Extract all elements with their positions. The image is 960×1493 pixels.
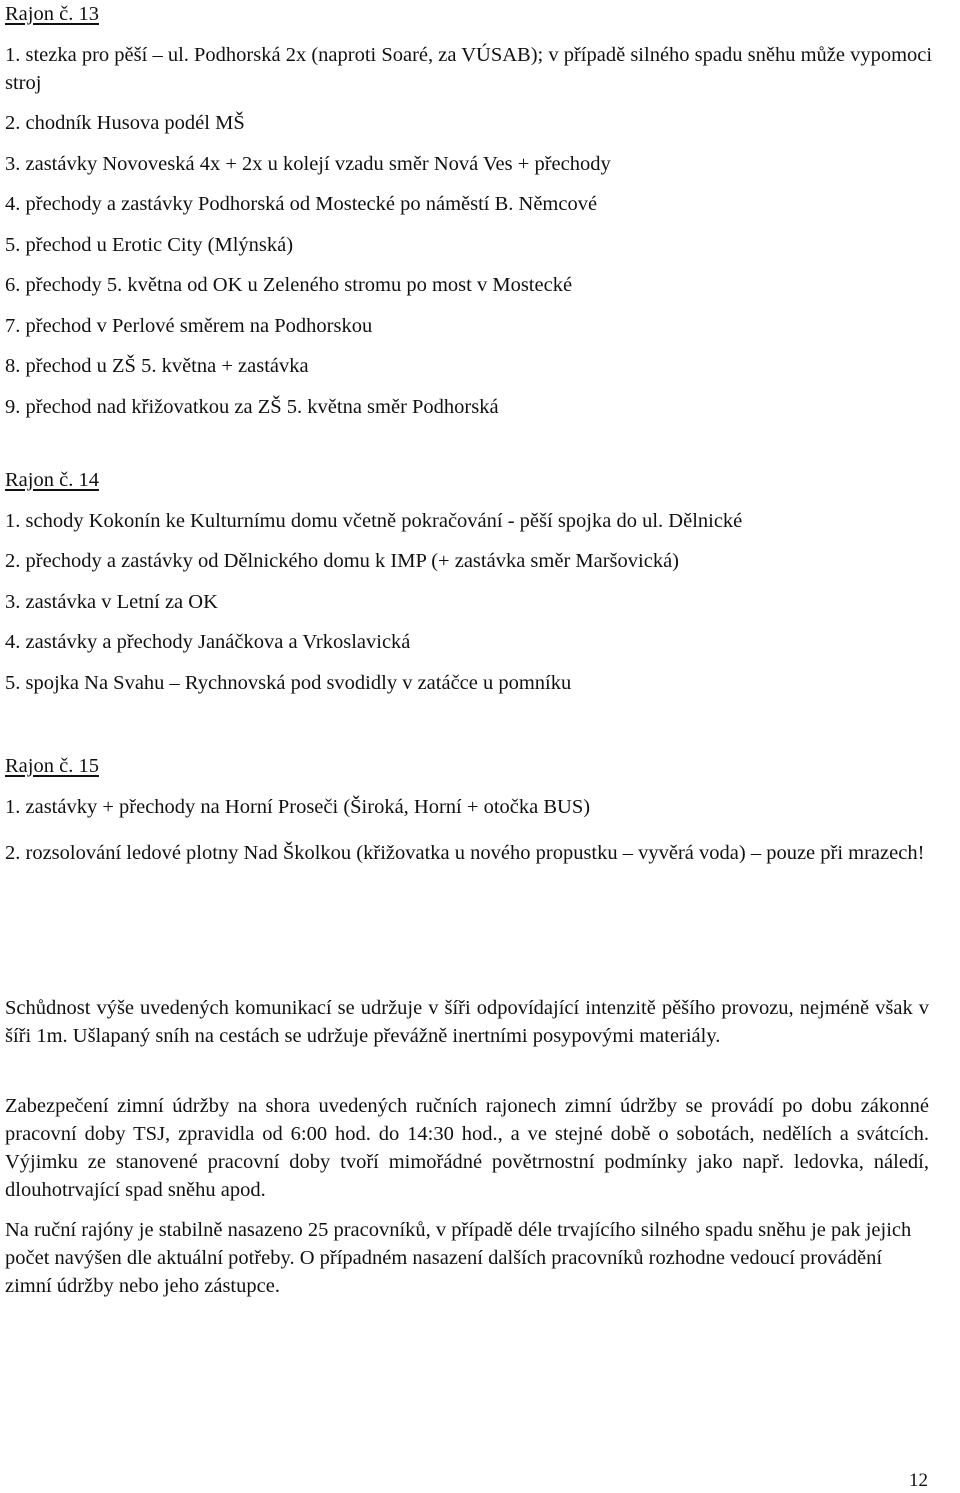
- list-item: 5. spojka Na Svahu – Rychnovská pod svodidly v zatáčce u pomníku: [5, 671, 572, 694]
- list-item: 2. přechody a zastávky od Dělnického domu k IMP (+ zastávka směr Maršovická): [5, 550, 680, 572]
- list-item: 1. schody Kokonín ke Kulturnímu domu včetně pokračování - pěší spojka do ul. Dělnické: [5, 509, 743, 532]
- list-item: 5. přechod u Erotic City (Mlýnská): [5, 233, 294, 256]
- section-heading: Rajon č. 15: [5, 755, 99, 777]
- list-item: 2. rozsolování ledové plotny Nad Školkou (křižovatka u nového propustku – vyvěrá voda) – pouze při mrazech!: [5, 842, 925, 864]
- list-item: 3. zastávka v Letní za OK: [5, 590, 218, 613]
- rajon-14-section: [5, 466, 935, 709]
- section-heading: Rajon č. 14: [5, 469, 99, 491]
- list-item: 7. přechod v Perlové směrem na Podhorskou: [5, 314, 373, 337]
- list-item: 9. přechod nad křižovatkou za ZŠ 5. května směr Podhorská: [5, 395, 499, 418]
- list-item: 8. přechod u ZŠ 5. května + zastávka: [5, 355, 309, 377]
- list-item: 4. zastávky a přechody Janáčkova a Vrkoslavická: [5, 631, 411, 653]
- body-paragraph: Zabezpečení zimní údržby na shora uvedených ručních rajonech zimní údržby se provádí po dobu zákonné pracovní doby TSJ, zpravidla od 6:00 hod. do 14:30 hod., a ve stejné době o sobotách, nedělích a svátcích. Výjimku ze stanovené pracovní doby tvoří mimořádné povětrnostní podmínky jako např. ledovka, náledí, dlouhotrvající spad sněhu apod.: [5, 1095, 929, 1201]
- section-heading: Rajon č. 13: [5, 3, 99, 25]
- list-item: 1. zastávky + přechody na Horní Proseči (Široká, Horní + otočka BUS): [5, 795, 591, 818]
- page-number: 12: [909, 1470, 928, 1491]
- list-item: 1. stezka pro pěší – ul. Podhorská 2x (naproti Soaré, za VÚSAB); v případě silného spadu sněhu může vypomoci stroj: [5, 43, 933, 94]
- body-paragraph: Na ruční rajóny je stabilně nasazeno 25 pracovníků, v případě déle trvajícího silného spadu sněhu je pak jejich počet navýšen dle aktuální potřeby. O případném nasazení dalších pracovníků rozhodne vedoucí provádění zimní údržby nebo jeho zástupce.: [5, 1219, 912, 1297]
- body-paragraph: Schůdnost výše uvedených komunikací se udržuje v šíři odpovídající intenzitě pěšího provozu, nejméně však v šíři 1m. Ušlapaný sníh na cestách se udržuje převážně inertními posypovými materiály.: [5, 997, 929, 1047]
- list-item: 4. přechody a zastávky Podhorská od Mostecké po náměstí B. Němcové: [5, 193, 598, 215]
- rajon-13-section: [5, 0, 935, 433]
- list-item: 3. zastávky Novoveská 4x + 2x u kolejí vzadu směr Nová Ves + přechody: [5, 152, 611, 175]
- rajon-15-section: [5, 752, 935, 874]
- list-item: 6. přechody 5. května od OK u Zeleného stromu po most v Mostecké: [5, 274, 573, 296]
- list-item: 2. chodník Husova podél MŠ: [5, 112, 245, 134]
